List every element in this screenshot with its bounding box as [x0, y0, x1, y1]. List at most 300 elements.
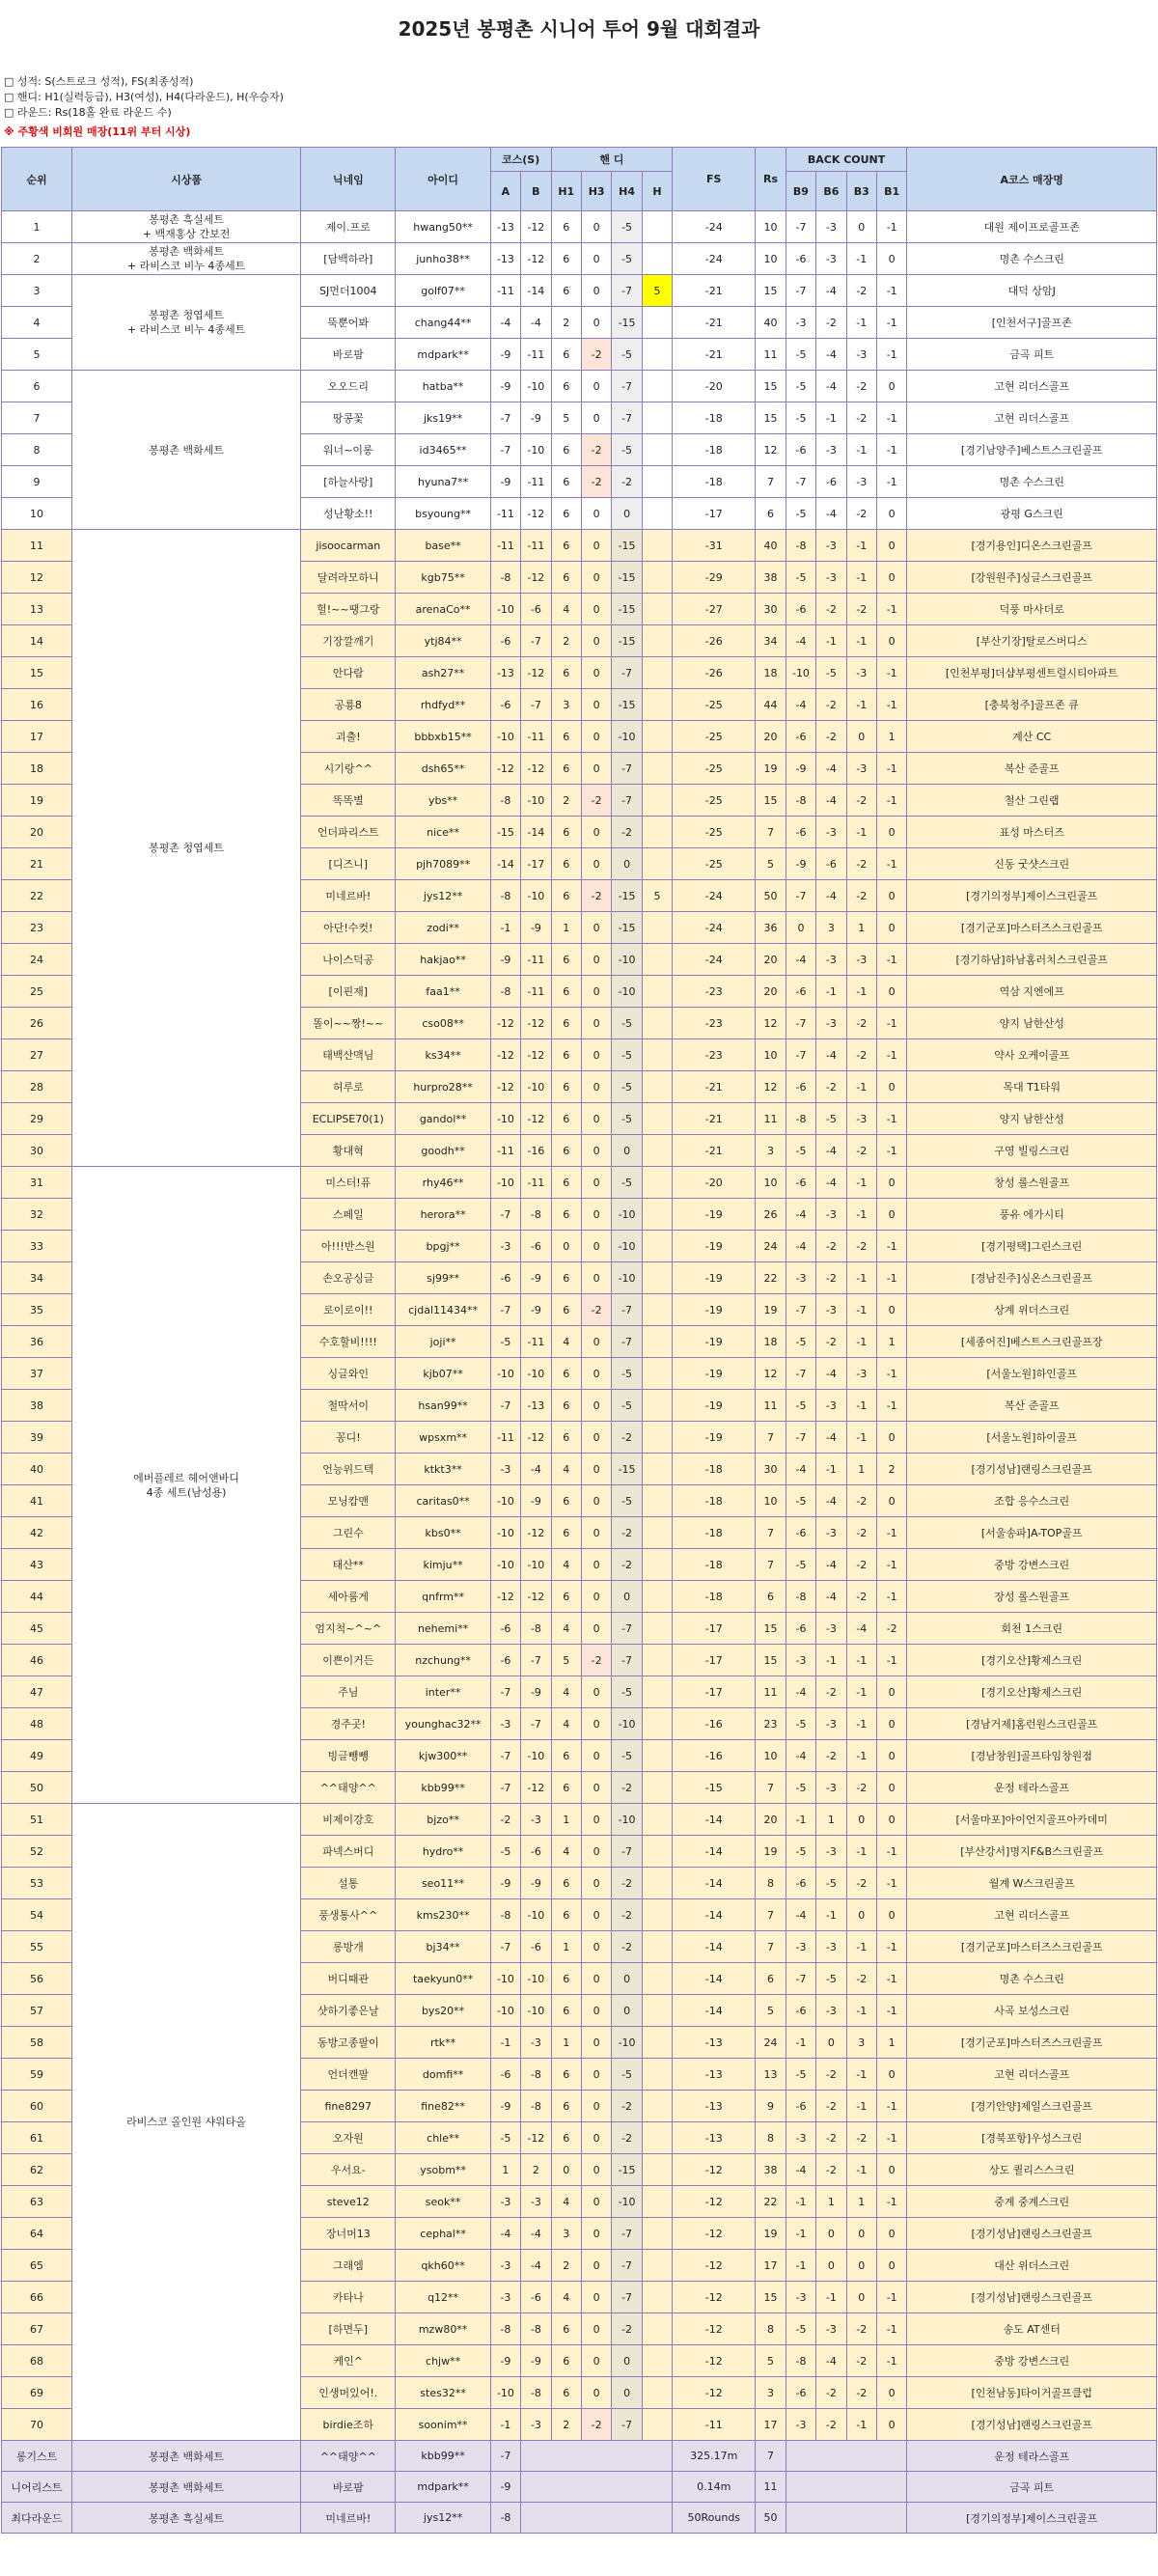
- cell-nick: 언더캔팔: [301, 2059, 396, 2091]
- cell-nick: SJ먼더1004: [301, 275, 396, 307]
- cell-store: 풍유 에가시티: [907, 1199, 1157, 1231]
- cell-store: [경북포항]우성스크린: [907, 2122, 1157, 2154]
- cell-store: [서울노원]하인골프: [907, 1358, 1157, 1390]
- header-b: B: [521, 172, 551, 211]
- cell-a: -4: [490, 2218, 520, 2250]
- cell-rs: 15: [756, 1645, 786, 1676]
- cell-b6: -4: [816, 2345, 846, 2377]
- cell-h1: 0: [551, 2154, 581, 2186]
- cell-rs: 7: [756, 1899, 786, 1931]
- cell-b6: -3: [816, 1836, 846, 1868]
- cell-b3: -1: [846, 689, 876, 721]
- cell-b3: 0: [846, 211, 876, 243]
- cell-id: cephal**: [396, 2218, 490, 2250]
- cell-b9: -7: [786, 1008, 815, 1039]
- cell-h1: 6: [551, 976, 581, 1008]
- cell-b9: -6: [786, 721, 815, 753]
- cell-h4: -10: [612, 721, 642, 753]
- cell-nick: 기장깔깨기: [301, 625, 396, 657]
- cell-h1: 6: [551, 1868, 581, 1899]
- cell-b1: -1: [876, 689, 906, 721]
- cell-rs: 38: [756, 2154, 786, 2186]
- cell-rs: 12: [756, 434, 786, 466]
- cell-h1: 2: [551, 2250, 581, 2282]
- cell-b3: -2: [846, 1517, 876, 1549]
- cell-id: qnfrm**: [396, 1581, 490, 1613]
- cell-b6: 0: [816, 2027, 846, 2059]
- cell-nick: 장너머13: [301, 2218, 396, 2250]
- cell-h3: 0: [581, 1613, 611, 1645]
- cell-b: -12: [521, 753, 551, 785]
- cell-store: [경기하남]하남홈러치스크린골프: [907, 944, 1157, 976]
- cell-b6: -4: [816, 1039, 846, 1071]
- cell-h3: 0: [581, 307, 611, 339]
- cell-b6: -2: [816, 1262, 846, 1294]
- cell-nick: [하면두]: [301, 2313, 396, 2345]
- cell-nick: 세아룸게: [301, 1581, 396, 1613]
- cell-a: -7: [490, 1294, 520, 1326]
- cell-id: chang44**: [396, 307, 490, 339]
- cell-b3: 1: [846, 1454, 876, 1485]
- cell-fs: -25: [673, 817, 756, 848]
- cell-id: stes32**: [396, 2377, 490, 2409]
- cell-h: [642, 1422, 672, 1454]
- award-prize: 봉평촌 백화세트: [71, 2472, 300, 2503]
- award-rs: 50: [756, 2503, 786, 2534]
- cell-b: -12: [521, 1581, 551, 1613]
- cell-b: -10: [521, 785, 551, 817]
- cell-nick: 달려라모하니: [301, 562, 396, 594]
- cell-h1: 6: [551, 1167, 581, 1199]
- notice: ※ 주황색 비회원 매장(11위 부터 시상): [4, 125, 191, 138]
- cell-h3: 0: [581, 753, 611, 785]
- cell-b9: -6: [786, 1517, 815, 1549]
- cell-b3: -3: [846, 944, 876, 976]
- cell-h3: 0: [581, 1103, 611, 1135]
- cell-h4: -7: [612, 753, 642, 785]
- award-nickname: 미네르바!: [301, 2503, 396, 2534]
- cell-b9: -5: [786, 1772, 815, 1804]
- cell-fs: -27: [673, 594, 756, 625]
- cell-b: -3: [521, 2027, 551, 2059]
- cell-id: sj99**: [396, 1262, 490, 1294]
- cell-fs: -18: [673, 1517, 756, 1549]
- cell-a: -3: [490, 1454, 520, 1485]
- cell-h3: -2: [581, 1294, 611, 1326]
- cell-id: hwang50**: [396, 211, 490, 243]
- cell-nick: 싱글와인: [301, 1358, 396, 1390]
- cell-h1: 6: [551, 1517, 581, 1549]
- cell-nick: [하늘사랑]: [301, 466, 396, 498]
- cell-fs: -24: [673, 912, 756, 944]
- cell-b9: -4: [786, 2154, 815, 2186]
- cell-h4: -7: [612, 785, 642, 817]
- header-rank: 순위: [2, 148, 72, 211]
- header-course: 코스(S): [490, 148, 551, 172]
- cell-fs: -18: [673, 402, 756, 434]
- cell-fs: -24: [673, 211, 756, 243]
- cell-b1: -1: [876, 1135, 906, 1167]
- cell-h4: -5: [612, 1167, 642, 1199]
- cell-fs: -18: [673, 1454, 756, 1485]
- cell-a: -8: [490, 976, 520, 1008]
- cell-rs: 22: [756, 2186, 786, 2218]
- cell-b9: -1: [786, 2250, 815, 2282]
- cell-b1: -1: [876, 1836, 906, 1868]
- cell-b1: -1: [876, 275, 906, 307]
- cell-rs: 40: [756, 307, 786, 339]
- cell-rs: 19: [756, 1836, 786, 1868]
- cell-rs: 7: [756, 1549, 786, 1581]
- cell-b1: 0: [876, 912, 906, 944]
- cell-store: 복산 준골프: [907, 1390, 1157, 1422]
- cell-rs: 7: [756, 1772, 786, 1804]
- cell-b6: -2: [816, 1740, 846, 1772]
- cell-b9: -3: [786, 307, 815, 339]
- cell-b6: -6: [816, 848, 846, 880]
- cell-h: [642, 1517, 672, 1549]
- cell-h: [642, 1963, 672, 1995]
- cell-b3: 1: [846, 912, 876, 944]
- cell-store: 목대 T1타워: [907, 1071, 1157, 1103]
- cell-store: 명촌 수스크린: [907, 1963, 1157, 1995]
- cell-h4: -10: [612, 1262, 642, 1294]
- cell-b9: -3: [786, 1262, 815, 1294]
- award-store: 운정 테라스골프: [907, 2441, 1157, 2472]
- cell-b: -9: [521, 1868, 551, 1899]
- cell-h3: 0: [581, 2186, 611, 2218]
- cell-rank: 54: [2, 1899, 72, 1931]
- cell-id: herora**: [396, 1199, 490, 1231]
- cell-h3: 0: [581, 2345, 611, 2377]
- cell-store: [서울마포]아이언지골프아카데미: [907, 1804, 1157, 1836]
- cell-h: [642, 1039, 672, 1071]
- cell-b3: -2: [846, 1581, 876, 1613]
- cell-b3: -2: [846, 2377, 876, 2409]
- cell-b9: -7: [786, 880, 815, 912]
- cell-b3: -2: [846, 402, 876, 434]
- cell-nick: 성난황소!!: [301, 498, 396, 530]
- cell-fs: -21: [673, 1103, 756, 1135]
- cell-b3: -4: [846, 1613, 876, 1645]
- cell-b9: -1: [786, 1804, 815, 1836]
- cell-b: -6: [521, 1931, 551, 1963]
- cell-a: -8: [490, 785, 520, 817]
- header-back-count: BACK COUNT: [786, 148, 907, 172]
- cell-id: wpsxm**: [396, 1422, 490, 1454]
- cell-b: -12: [521, 1039, 551, 1071]
- cell-rank: 16: [2, 689, 72, 721]
- cell-a: -10: [490, 1517, 520, 1549]
- results-table: [1, 147, 1157, 2534]
- cell-h3: 0: [581, 211, 611, 243]
- cell-store: [경기안양]제일스크린골프: [907, 2091, 1157, 2122]
- cell-b3: 0: [846, 1804, 876, 1836]
- cell-b: -13: [521, 1390, 551, 1422]
- cell-h1: 6: [551, 2345, 581, 2377]
- cell-a: -6: [490, 2059, 520, 2091]
- table-row: [2, 211, 1157, 243]
- cell-h: [642, 1995, 672, 2027]
- cell-h: [642, 1326, 672, 1358]
- cell-h4: -5: [612, 1071, 642, 1103]
- cell-b6: -3: [816, 434, 846, 466]
- cell-b9: -4: [786, 1676, 815, 1708]
- cell-b3: -2: [846, 594, 876, 625]
- cell-id: hsan99**: [396, 1390, 490, 1422]
- cell-rs: 5: [756, 848, 786, 880]
- cell-b: -7: [521, 689, 551, 721]
- cell-rank: 10: [2, 498, 72, 530]
- cell-rs: 3: [756, 1135, 786, 1167]
- cell-nick: jisoocarman: [301, 530, 396, 562]
- cell-h1: 6: [551, 339, 581, 371]
- cell-b: -4: [521, 2218, 551, 2250]
- cell-h3: 0: [581, 2122, 611, 2154]
- cell-b: -9: [521, 1294, 551, 1326]
- cell-b: -9: [521, 1485, 551, 1517]
- cell-h1: 6: [551, 1581, 581, 1613]
- cell-store: 운정 테라스골프: [907, 1772, 1157, 1804]
- header-id: 아이디: [396, 148, 490, 211]
- cell-h1: 6: [551, 530, 581, 562]
- cell-b3: -2: [846, 1772, 876, 1804]
- cell-a: -11: [490, 498, 520, 530]
- cell-nick: 헐!~~땡그랑: [301, 594, 396, 625]
- cell-b: -4: [521, 1454, 551, 1485]
- cell-h: [642, 657, 672, 689]
- cell-fs: -11: [673, 2409, 756, 2441]
- cell-rank: 51: [2, 1804, 72, 1836]
- cell-h1: 6: [551, 562, 581, 594]
- cell-nick: 풍생통사^^: [301, 1899, 396, 1931]
- cell-id: joji**: [396, 1326, 490, 1358]
- cell-b: -11: [521, 944, 551, 976]
- cell-b6: -1: [816, 1645, 846, 1676]
- cell-h4: -2: [612, 1517, 642, 1549]
- cell-a: -3: [490, 1231, 520, 1262]
- cell-rs: 15: [756, 1613, 786, 1645]
- cell-nick: 언더파리스트: [301, 817, 396, 848]
- cell-h1: 4: [551, 2282, 581, 2313]
- cell-rank: 21: [2, 848, 72, 880]
- cell-h: [642, 1645, 672, 1676]
- cell-h: [642, 2313, 672, 2345]
- cell-nick: 케인^: [301, 2345, 396, 2377]
- cell-b6: -5: [816, 1103, 846, 1135]
- cell-h3: 0: [581, 1740, 611, 1772]
- cell-fs: -20: [673, 371, 756, 402]
- cell-b3: -2: [846, 275, 876, 307]
- cell-fs: -26: [673, 625, 756, 657]
- cell-h1: 6: [551, 1071, 581, 1103]
- cell-a: -11: [490, 530, 520, 562]
- cell-b6: -1: [816, 2282, 846, 2313]
- cell-a: -10: [490, 2377, 520, 2409]
- cell-b3: -2: [846, 2345, 876, 2377]
- cell-rank: 59: [2, 2059, 72, 2091]
- award-id: kbb99**: [396, 2441, 490, 2472]
- cell-b6: -3: [816, 1995, 846, 2027]
- cell-b6: -4: [816, 339, 846, 371]
- cell-b1: -1: [876, 307, 906, 339]
- cell-rs: 6: [756, 498, 786, 530]
- cell-h4: -10: [612, 976, 642, 1008]
- cell-b3: -2: [846, 1231, 876, 1262]
- cell-b3: -1: [846, 2409, 876, 2441]
- cell-b: 2: [521, 2154, 551, 2186]
- cell-b1: -1: [876, 848, 906, 880]
- cell-a: -7: [490, 1772, 520, 1804]
- cell-rs: 50: [756, 880, 786, 912]
- cell-rank: 45: [2, 1613, 72, 1645]
- cell-fs: -16: [673, 1708, 756, 1740]
- cell-rank: 11: [2, 530, 72, 562]
- cell-rank: 39: [2, 1422, 72, 1454]
- cell-b: -14: [521, 817, 551, 848]
- cell-h4: -10: [612, 1231, 642, 1262]
- header-store: A코스 매장명: [907, 148, 1157, 211]
- cell-id: kgb75**: [396, 562, 490, 594]
- cell-h1: 6: [551, 434, 581, 466]
- header-h1: H1: [551, 172, 581, 211]
- cell-b3: -1: [846, 1167, 876, 1199]
- cell-b3: -2: [846, 1549, 876, 1581]
- cell-a: -7: [490, 1740, 520, 1772]
- cell-h1: 6: [551, 1358, 581, 1390]
- cell-b3: -1: [846, 1645, 876, 1676]
- cell-h1: 1: [551, 1804, 581, 1836]
- cell-h: [642, 976, 672, 1008]
- cell-nick: 비제이강호: [301, 1804, 396, 1836]
- cell-h1: 3: [551, 2218, 581, 2250]
- cell-rank: 8: [2, 434, 72, 466]
- cell-rs: 20: [756, 721, 786, 753]
- cell-h4: -2: [612, 2091, 642, 2122]
- cell-rank: 47: [2, 1676, 72, 1708]
- cell-store: [경기성남]랜링스크린골프: [907, 2282, 1157, 2313]
- cell-nick: 황대혁: [301, 1135, 396, 1167]
- cell-b6: -3: [816, 1708, 846, 1740]
- cell-b3: -1: [846, 562, 876, 594]
- cell-nick: ^^태양^^: [301, 1772, 396, 1804]
- cell-b6: -3: [816, 1199, 846, 1231]
- cell-h1: 6: [551, 1390, 581, 1422]
- cell-b9: -3: [786, 2282, 815, 2313]
- cell-id: base**: [396, 530, 490, 562]
- cell-b1: -1: [876, 944, 906, 976]
- cell-rank: 23: [2, 912, 72, 944]
- cell-a: -13: [490, 657, 520, 689]
- cell-a: -10: [490, 1358, 520, 1390]
- cell-rank: 38: [2, 1390, 72, 1422]
- cell-fs: -12: [673, 2313, 756, 2345]
- cell-a: -15: [490, 817, 520, 848]
- cell-rs: 20: [756, 1804, 786, 1836]
- cell-b3: -1: [846, 1294, 876, 1326]
- cell-a: -13: [490, 211, 520, 243]
- cell-store: [인천남동]타이거골프클럽: [907, 2377, 1157, 2409]
- cell-store: 중계 중계스크린: [907, 2186, 1157, 2218]
- cell-rank: 58: [2, 2027, 72, 2059]
- cell-rs: 23: [756, 1708, 786, 1740]
- cell-id: cso08**: [396, 1008, 490, 1039]
- cell-b1: 0: [876, 2218, 906, 2250]
- cell-nick: fine8297: [301, 2091, 396, 2122]
- cell-h: [642, 498, 672, 530]
- cell-h1: 6: [551, 1899, 581, 1931]
- cell-h4: -7: [612, 1294, 642, 1326]
- cell-h: [642, 817, 672, 848]
- award-value: 50Rounds: [673, 2503, 756, 2534]
- award-row: [2, 2472, 1157, 2503]
- header-nickname: 닉네임: [301, 148, 396, 211]
- cell-h1: 6: [551, 1422, 581, 1454]
- award-blank: [521, 2472, 673, 2503]
- cell-b6: -4: [816, 1485, 846, 1517]
- cell-b3: -2: [846, 1868, 876, 1899]
- cell-h1: 6: [551, 1963, 581, 1995]
- cell-rs: 7: [756, 1517, 786, 1549]
- cell-id: ybs**: [396, 785, 490, 817]
- cell-b6: 3: [816, 912, 846, 944]
- cell-h4: 0: [612, 2377, 642, 2409]
- cell-b1: -1: [876, 1231, 906, 1262]
- cell-h1: 5: [551, 1645, 581, 1676]
- cell-h4: -7: [612, 2250, 642, 2282]
- cell-h: [642, 1199, 672, 1231]
- cell-b: -8: [521, 1199, 551, 1231]
- cell-b: -12: [521, 657, 551, 689]
- cell-store: 창성 롤스원골프: [907, 1167, 1157, 1199]
- cell-b6: -3: [816, 817, 846, 848]
- cell-nick: 모닝캄맨: [301, 1485, 396, 1517]
- cell-fs: -13: [673, 2122, 756, 2154]
- award-score: -8: [490, 2503, 520, 2534]
- cell-fs: -19: [673, 1390, 756, 1422]
- cell-b1: 0: [876, 2409, 906, 2441]
- cell-a: -12: [490, 1581, 520, 1613]
- cell-h: [642, 2059, 672, 2091]
- cell-h4: -15: [612, 562, 642, 594]
- cell-h4: -7: [612, 402, 642, 434]
- cell-b3: -2: [846, 1135, 876, 1167]
- cell-h4: -5: [612, 1740, 642, 1772]
- cell-nick: 오오드리: [301, 371, 396, 402]
- cell-id: seo11**: [396, 1868, 490, 1899]
- cell-h: [642, 339, 672, 371]
- cell-rs: 17: [756, 2250, 786, 2282]
- cell-rs: 34: [756, 625, 786, 657]
- cell-store: 명촌 수스크린: [907, 466, 1157, 498]
- cell-nick: 태산**: [301, 1549, 396, 1581]
- cell-b: -3: [521, 2186, 551, 2218]
- cell-a: -12: [490, 1071, 520, 1103]
- cell-fs: -19: [673, 1326, 756, 1358]
- cell-b9: -7: [786, 1039, 815, 1071]
- cell-b3: 0: [846, 721, 876, 753]
- cell-h3: 0: [581, 721, 611, 753]
- cell-rs: 10: [756, 1039, 786, 1071]
- cell-nick: [디즈니]: [301, 848, 396, 880]
- cell-nick: birdie조하: [301, 2409, 396, 2441]
- cell-rs: 12: [756, 1071, 786, 1103]
- cell-b6: 0: [816, 2218, 846, 2250]
- legend-score: □ 성적: S(스트로크 성적), FS(최종성적): [4, 75, 194, 88]
- cell-b: -14: [521, 275, 551, 307]
- cell-b9: -4: [786, 944, 815, 976]
- cell-b3: -1: [846, 1390, 876, 1422]
